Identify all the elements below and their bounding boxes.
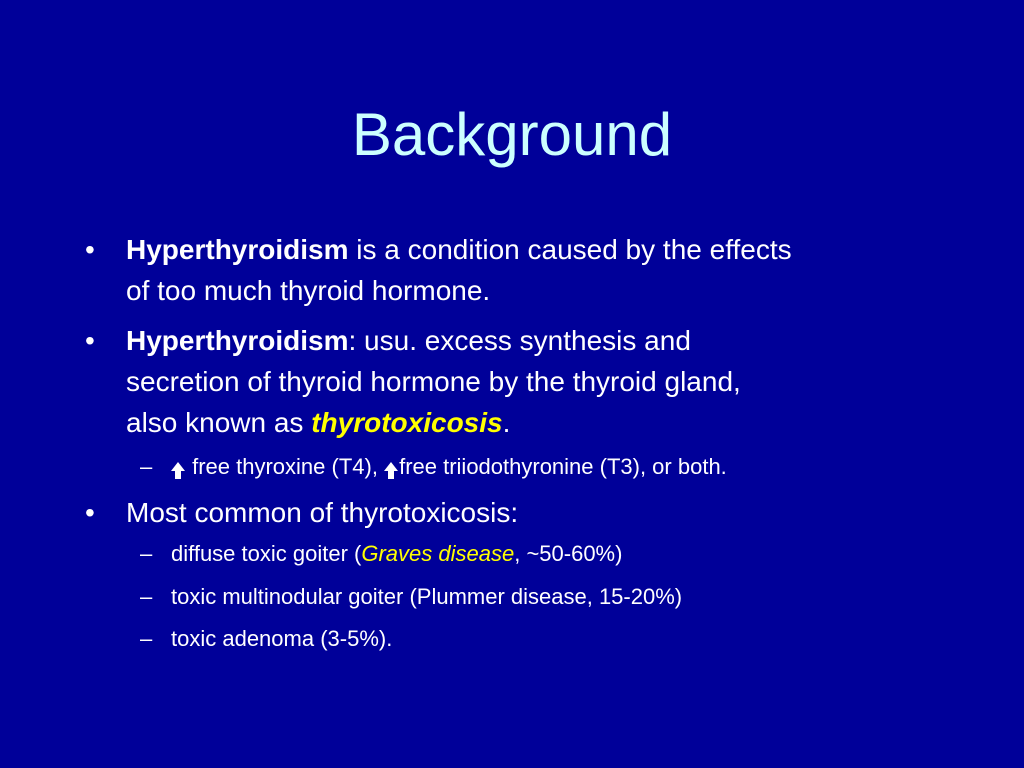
bullet-text-end: . bbox=[502, 407, 511, 438]
bullet-item-most-common bbox=[85, 492, 956, 533]
bullet-item-hyperthyroidism-definition bbox=[85, 229, 956, 311]
bullet-marker: • bbox=[85, 234, 95, 265]
sub-bullet-marker: – bbox=[140, 626, 153, 651]
bullet-marker: • bbox=[85, 325, 95, 356]
sub-bullet-text-continued: free triiodothyronine (T3), or both. bbox=[399, 454, 727, 479]
sub-bullet-marker: – bbox=[140, 541, 153, 566]
sub-bullet-graves bbox=[140, 534, 971, 574]
bullet-text-continued: also known as bbox=[126, 407, 312, 438]
up-arrow-icon bbox=[171, 462, 185, 471]
sub-bullet-text-end: , ~50-60%) bbox=[514, 541, 623, 566]
sub-bullet-text: free thyroxine (T4), bbox=[186, 454, 385, 479]
sub-bullet-text: toxic adenoma (3-5%). bbox=[171, 626, 393, 651]
sub-bullet-text: toxic multinodular goiter (Plummer disease, 15-20%) bbox=[171, 584, 683, 609]
bullet-text: is a condition caused by the effects bbox=[348, 234, 792, 265]
bullet-text: : usu. excess synthesis and bbox=[348, 325, 691, 356]
term-hyperthyroidism: Hyperthyroidism bbox=[126, 234, 349, 265]
term-hyperthyroidism: Hyperthyroidism bbox=[126, 325, 349, 356]
bullet-text: Most common of thyrotoxicosis: bbox=[126, 497, 519, 528]
sub-bullet-free-hormones bbox=[140, 447, 971, 487]
up-arrow-icon bbox=[384, 462, 398, 471]
term-graves-disease: Graves disease bbox=[361, 541, 515, 566]
sub-bullet-text: diffuse toxic goiter ( bbox=[171, 541, 362, 566]
bullet-text-continued: of too much thyroid hormone. bbox=[126, 275, 491, 306]
bullet-text-continued: secretion of thyroid hormone by the thyroid gland, bbox=[126, 366, 741, 397]
slide-title: Background bbox=[351, 101, 673, 168]
sub-bullet-marker: – bbox=[140, 584, 153, 609]
term-thyrotoxicosis: thyrotoxicosis bbox=[311, 407, 503, 438]
bullet-item-hyperthyroidism-cause bbox=[85, 320, 956, 443]
bullet-marker: • bbox=[85, 497, 95, 528]
sub-bullet-marker: – bbox=[140, 454, 153, 479]
sub-bullet-toxic-adenoma bbox=[140, 619, 971, 659]
sub-bullet-plummer bbox=[140, 577, 971, 617]
